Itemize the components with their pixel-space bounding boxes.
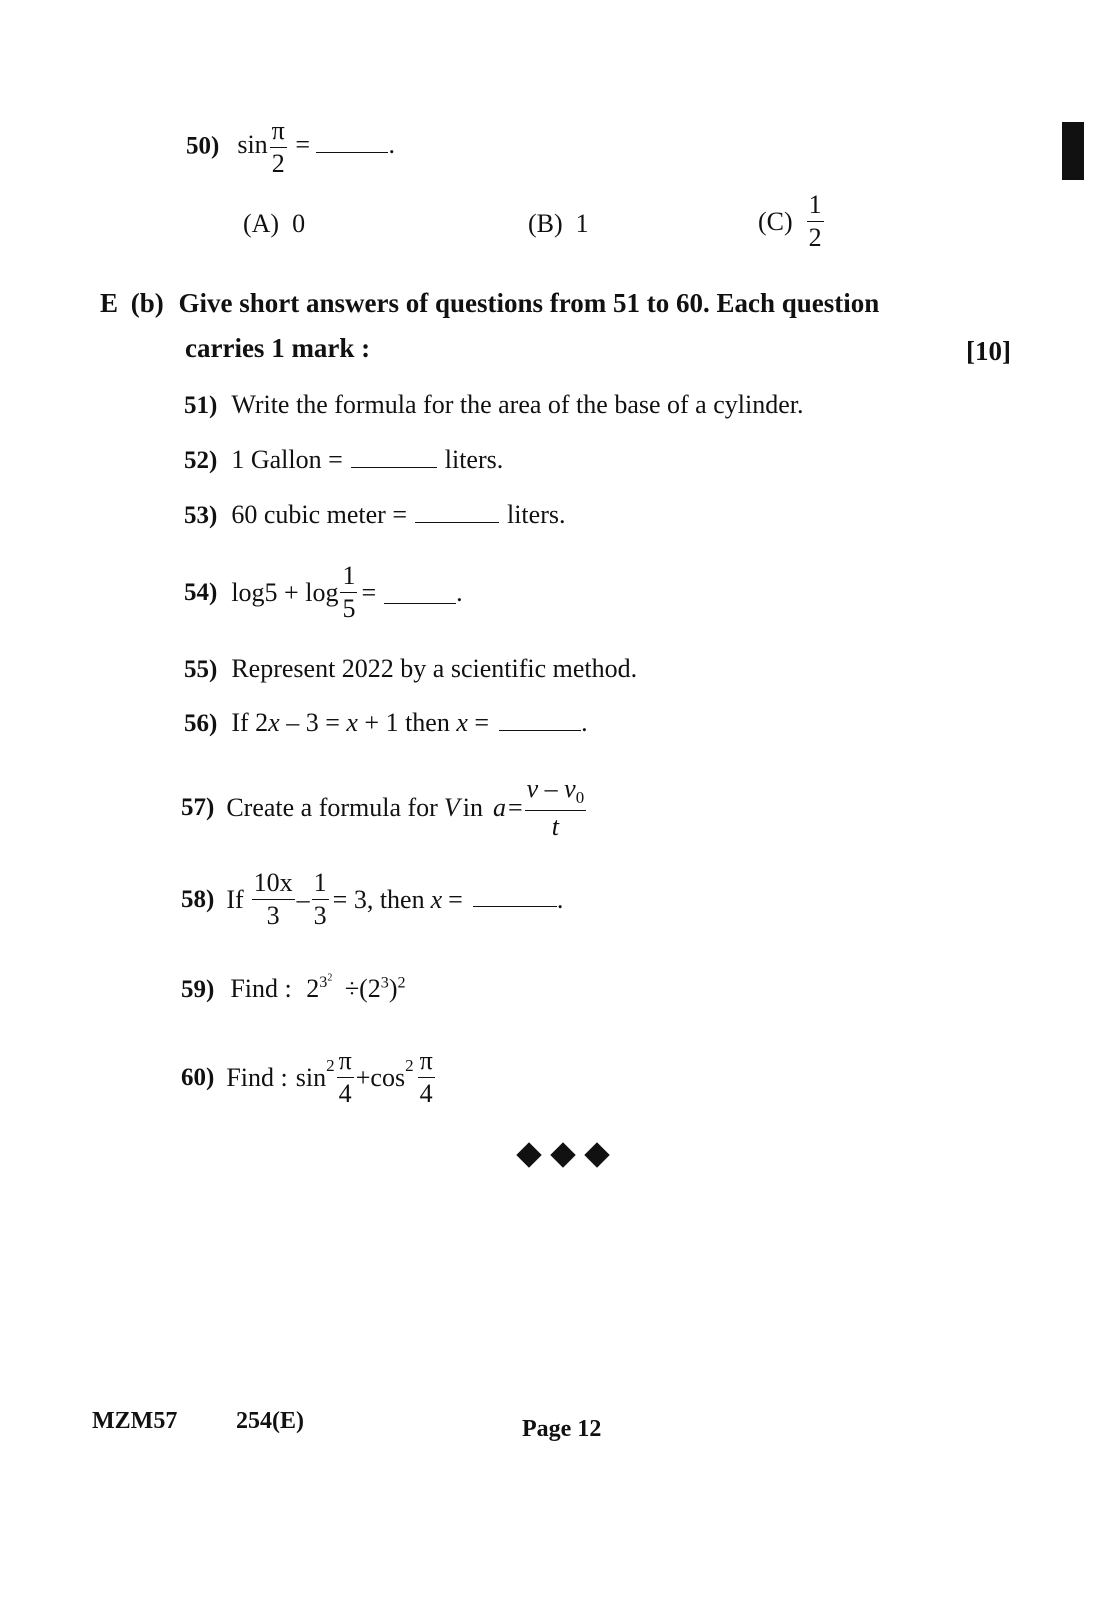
diamond-icon: [584, 1142, 609, 1167]
question-51: 51) Write the formula for the area of the base of a cylinder.: [184, 390, 804, 419]
section-label: E: [100, 288, 119, 318]
question-52: 52) 1 Gallon = liters.: [184, 445, 504, 474]
fraction: $\frac{\pi}{2}$: [271, 116, 285, 178]
answer-blank: [499, 729, 581, 731]
diamond-icon: [516, 1142, 541, 1167]
fraction: $\frac{\pi}{4}$: [419, 1046, 433, 1108]
fraction: $\frac{10x}{3}$: [253, 868, 293, 930]
question-53: 53) 60 cubic meter = liters.: [184, 500, 566, 529]
option-b: (B) 1: [528, 209, 589, 238]
page-number: Page 12: [522, 1416, 602, 1442]
question-55: 55) Represent 2022 by a scientific method.: [184, 654, 638, 683]
section-sub: (b): [130, 288, 164, 318]
fraction: $\frac{1}{3}$: [313, 868, 327, 930]
question-60: 60) Find : sin 2 $\frac{\pi}{4}$ + cos 2 $\frac{\pi}{4}$: [181, 1046, 433, 1108]
question-57: 57) Create a formula for V in a = $\frac{v - v_0}{t}$: [181, 774, 585, 842]
answer-blank: [473, 905, 557, 907]
footer-paper: 254(E): [236, 1408, 304, 1434]
answer-blank: [415, 521, 499, 523]
diamond-icon: [550, 1142, 575, 1167]
answer-blank: [351, 466, 437, 468]
option-c: (C) $\frac{1}{2}$: [758, 190, 822, 252]
answer-blank: [316, 151, 388, 153]
question-54: 54) log5 + log $\frac{1}{5}$ = .: [184, 561, 463, 623]
fraction: $\frac{1}{5}$: [342, 561, 356, 623]
footer-code: MZM57: [92, 1408, 178, 1434]
section-marks: [10]: [966, 336, 1011, 366]
end-ornament: [512, 1146, 614, 1169]
question-number: 50): [186, 132, 220, 160]
question-58: 58) If $\frac{10x}{3}$ – $\frac{1}{3}$ = 3, then x = .: [181, 868, 564, 930]
answer-blank: [384, 602, 456, 604]
section-instruction-2: carries 1 mark :: [185, 333, 371, 363]
option-a: (A) 0: [243, 209, 306, 238]
fraction: $\frac{1}{2}$: [808, 190, 822, 252]
question-50: 50) sin $\frac{\pi}{2}$ = .: [186, 116, 395, 178]
fraction: $\frac{\pi}{4}$: [338, 1046, 352, 1108]
section-instruction-1: Give short answers of questions from 51 to 60. Each question: [178, 288, 880, 318]
fraction: $\frac{v - v_0}{t}$: [526, 774, 585, 842]
section-heading: [100, 288, 879, 319]
question-56: 56) If 2x – 3 = x + 1 then x = .: [184, 708, 588, 737]
question-59: 59) Find : $2^{3^2} \div(2^3)^2$: [181, 973, 406, 1004]
margin-bar: [1062, 122, 1084, 180]
sin-text: sin: [237, 130, 268, 160]
